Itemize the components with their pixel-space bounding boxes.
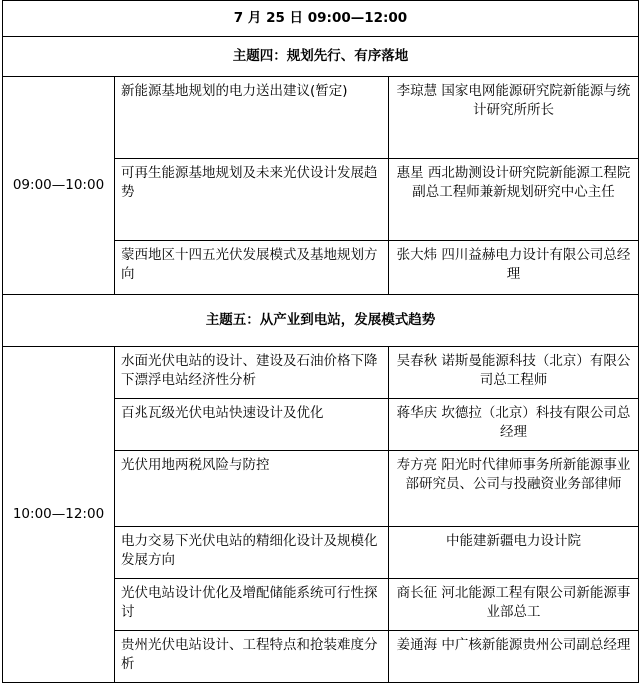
topic-cell: 水面光伏电站的设计、建设及石油价格下降下漂浮电站经济性分析 xyxy=(115,347,389,399)
table-row xyxy=(3,347,639,399)
speaker-cell: 李琼慧 国家电网能源研究院新能源与统计研究所所长 xyxy=(389,77,639,159)
date-header: 7 月 25 日 09:00—12:00 xyxy=(3,1,639,37)
table-row xyxy=(3,77,639,159)
section-header-row xyxy=(3,295,639,347)
speaker-cell: 寿方亮 阳光时代律师事务所新能源事业部研究员、公司与投融资业务部律师 xyxy=(389,451,639,527)
topic-cell: 百兆瓦级光伏电站快速设计及优化 xyxy=(115,399,389,451)
speaker-cell: 商长征 河北能源工程有限公司新能源事业部总工 xyxy=(389,579,639,631)
topic-cell: 可再生能源基地规划及未来光伏设计发展趋势 xyxy=(115,159,389,241)
section-title: 主题四：规划先行、有序落地 xyxy=(3,37,639,77)
date-row xyxy=(3,1,639,37)
speaker-cell: 姜通海 中广核新能源贵州公司副总经理 xyxy=(389,631,639,683)
speaker-cell: 张大炜 四川益赫电力设计有限公司总经理 xyxy=(389,241,639,295)
speaker-cell: 蒋华庆 坎德拉（北京）科技有限公司总经理 xyxy=(389,399,639,451)
section-title: 主题五：从产业到电站，发展模式趋势 xyxy=(3,295,639,347)
topic-cell: 新能源基地规划的电力送出建议(暂定) xyxy=(115,77,389,159)
speaker-cell: 吴春秋 诺斯曼能源科技（北京）有限公司总工程师 xyxy=(389,347,639,399)
schedule-table xyxy=(2,0,639,683)
topic-cell: 蒙西地区十四五光伏发展模式及基地规划方向 xyxy=(115,241,389,295)
topic-cell: 电力交易下光伏电站的精细化设计及规模化发展方向 xyxy=(115,527,389,579)
section-header-row xyxy=(3,37,639,77)
time-slot: 09:00—10:00 xyxy=(3,77,115,295)
topic-cell: 光伏用地两税风险与防控 xyxy=(115,451,389,527)
speaker-cell: 中能建新疆电力设计院 xyxy=(389,527,639,579)
topic-cell: 贵州光伏电站设计、工程特点和抢装难度分析 xyxy=(115,631,389,683)
speaker-cell: 惠星 西北勘测设计研究院新能源工程院副总工程师兼新规划研究中心主任 xyxy=(389,159,639,241)
topic-cell: 光伏电站设计优化及增配储能系统可行性探讨 xyxy=(115,579,389,631)
time-slot: 10:00—12:00 xyxy=(3,347,115,683)
